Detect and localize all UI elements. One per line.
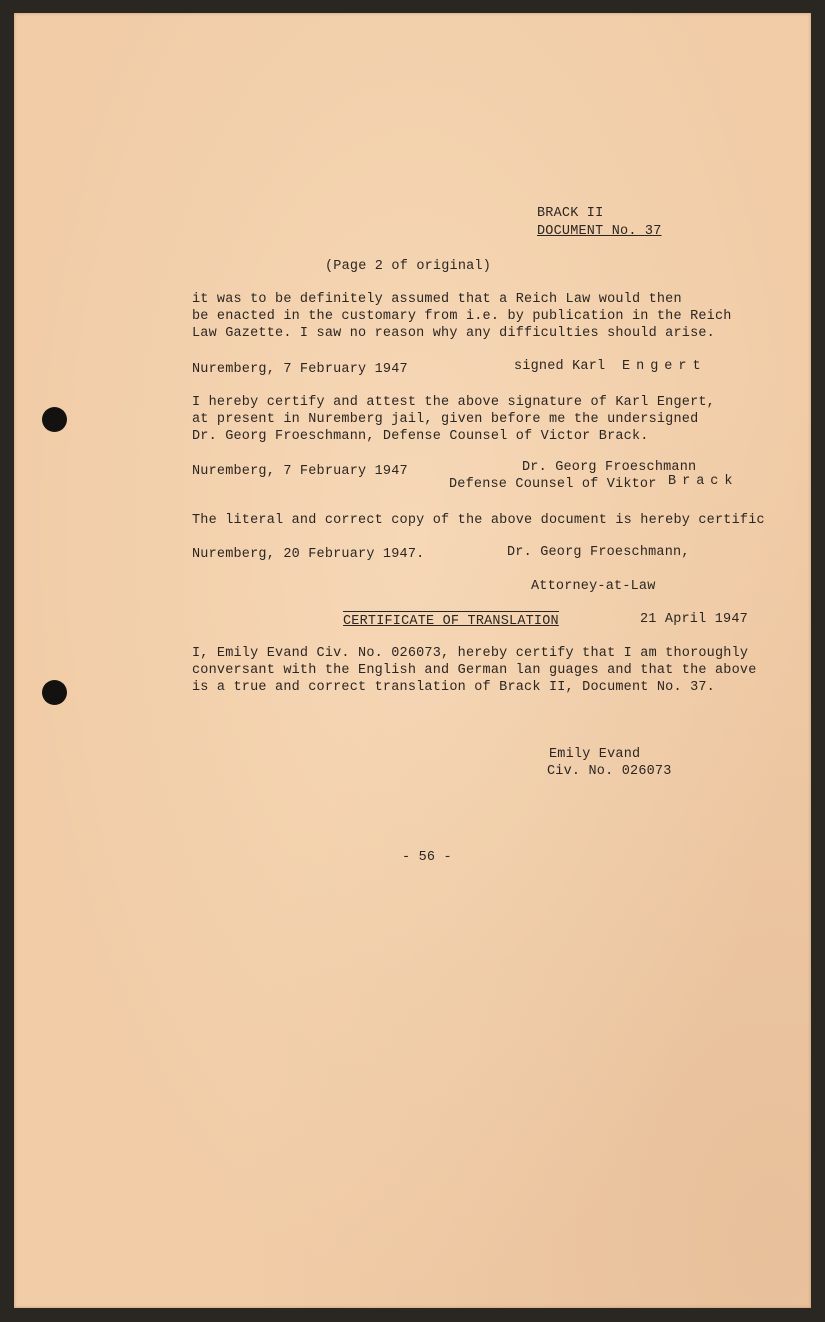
sig3-name: Dr. Georg Froeschmann, <box>507 545 690 560</box>
certificate-line1: I, Emily Evand Civ. No. 026073, hereby certify that I am thoroughly <box>192 646 749 661</box>
sig2-title: Defense Counsel of Viktor <box>449 477 657 492</box>
collection-label: BRACK II <box>537 206 604 221</box>
sig1-place-date: Nuremberg, 7 February 1947 <box>192 362 408 377</box>
certificate-title: CERTIFICATE OF TRANSLATION <box>343 611 559 630</box>
sig2-title-name: Brack <box>668 474 739 489</box>
certificate-line2: conversant with the English and German lan guages and that the above <box>192 663 757 678</box>
page-note: (Page 2 of original) <box>325 259 492 274</box>
page-number: - 56 - <box>402 850 452 865</box>
paragraph1-line1: it was to be definitely assumed that a Reich Law would then <box>192 292 682 307</box>
punch-hole-bottom <box>42 680 67 705</box>
paragraph1-line3: Law Gazette. I saw no reason why any difficulties should arise. <box>192 326 715 341</box>
copy-certification-line: The literal and correct copy of the above document is hereby certific <box>192 513 765 528</box>
translator-civ-number: Civ. No. 026073 <box>547 764 672 779</box>
sig1-signed: signed Karl <box>514 359 606 374</box>
sig3-place-date: Nuremberg, 20 February 1947. <box>192 547 425 562</box>
sig2-name: Dr. Georg Froeschmann <box>522 460 697 475</box>
certificate-date: 21 April 1947 <box>640 612 748 627</box>
translator-name: Emily Evand <box>549 747 641 762</box>
paragraph2-line3: Dr. Georg Froeschmann, Defense Counsel of Victor Brack. <box>192 429 649 444</box>
paragraph2-line2: at present in Nuremberg jail, given before me the undersigned <box>192 412 699 427</box>
punch-hole-top <box>42 407 67 432</box>
paragraph1-line2: be enacted in the customary from i.e. by publication in the Reich <box>192 309 732 324</box>
certificate-line3: is a true and correct translation of Brack II, Document No. 37. <box>192 680 715 695</box>
sig1-name: Engert <box>622 359 707 374</box>
paragraph2-line1: I hereby certify and attest the above signature of Karl Engert, <box>192 395 715 410</box>
sig3-title: Attorney-at-Law <box>531 579 656 594</box>
document-number: DOCUMENT No. 37 <box>537 224 662 239</box>
sig2-place-date: Nuremberg, 7 February 1947 <box>192 464 408 479</box>
